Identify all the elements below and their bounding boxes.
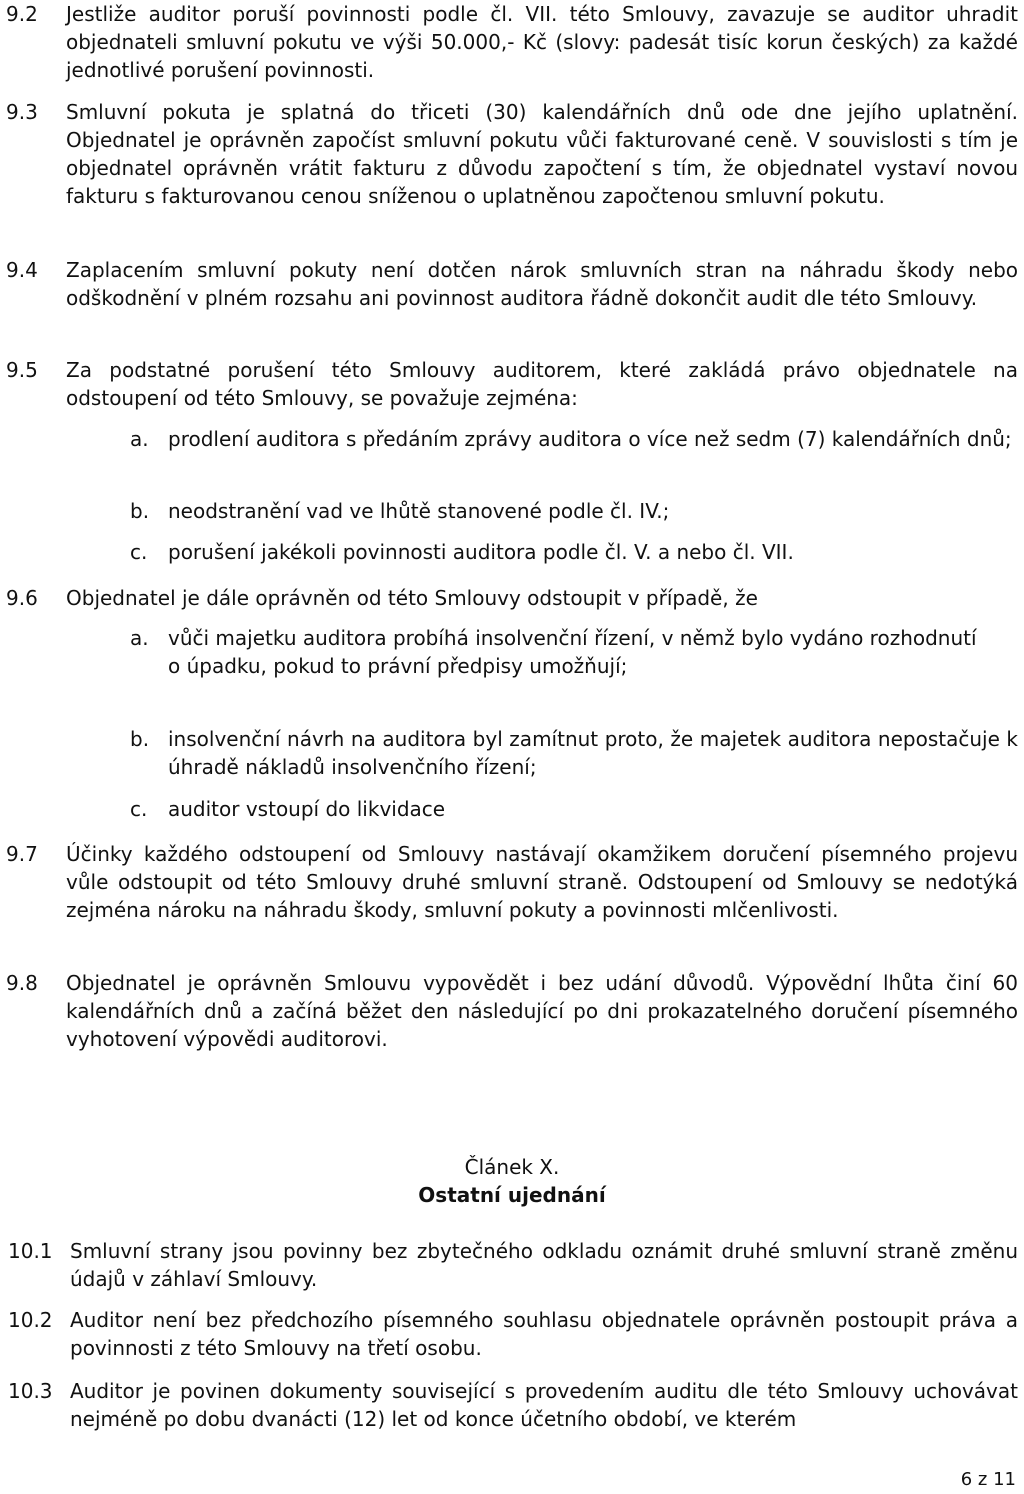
list-text: vůči majetku auditora probíhá insolvenční řízení, v němž bylo vydáno rozhodnutí bbox=[168, 626, 977, 650]
clause-text: Smluvní pokuta je splatná do třiceti (30) kalendářních dnů ode dne jejího uplatnění. Objednatel je oprávněn započíst smluvní pokutu vůči fakturované ceně. V souvislosti s tím je objednatel oprávněn vrátit fakturu z důvodu započtení s tím, že objednatel vystaví novou fakturu s fakturovanou cenou sníženou o uplatněnou započtenou smluvní pokutu. bbox=[66, 100, 1018, 208]
list-text-continuation: o úpadku, pokud to právní předpisy umožňují; bbox=[168, 654, 628, 678]
clause-number: 10.2 bbox=[8, 1308, 53, 1332]
list-letter: c. bbox=[130, 797, 148, 821]
clause-text: Objednatel je oprávněn Smlouvu vypovědět i bez udání důvodů. Výpovědní lhůta činí 60 kalendářních dnů a začíná běžet den následující po dni prokazatelného doručení písemného vyhotovení výpovědi auditorovi. bbox=[66, 971, 1018, 1051]
page-number: 6 z 11 bbox=[960, 1469, 1016, 1490]
article-heading bbox=[0, 1153, 1024, 1209]
clause-text: Účinky každého odstoupení od Smlouvy nastávají okamžikem doručení písemného projevu vůle odstoupit od této Smlouvy druhé smluvní straně. Odstoupení od Smlouvy se nedotýká zejména nároku na náhradu škody, smluvní pokuty a povinnosti mlčenlivosti. bbox=[66, 842, 1018, 922]
clause-number: 9.5 bbox=[6, 358, 38, 382]
clause-number: 9.2 bbox=[6, 2, 38, 26]
clause-text: Auditor je povinen dokumenty související s provedením auditu dle této Smlouvy uchovávat nejméně po dobu dvanácti (12) let od konce účetního období, ve kterém bbox=[70, 1379, 1018, 1431]
list-letter: b. bbox=[130, 727, 150, 751]
clause-text: Auditor není bez předchozího písemného souhlasu objednatele oprávněn postoupit práva a povinnosti z této Smlouvy na třetí osobu. bbox=[70, 1308, 1018, 1360]
list-text: auditor vstoupí do likvidace bbox=[168, 797, 446, 821]
clause-text: Smluvní strany jsou povinny bez zbytečného odkladu oznámit druhé smluvní straně změnu údajů v záhlaví Smlouvy. bbox=[70, 1239, 1018, 1291]
list-text-block bbox=[168, 624, 1018, 680]
clause-text: Jestliže auditor poruší povinnosti podle čl. VII. této Smlouvy, zavazuje se auditor uhradit objednateli smluvní pokutu ve výši 50.000,- Kč (slovy: padesát tisíc korun českých) za každé jednotlivé porušení povinnosti. bbox=[66, 2, 1018, 82]
clause-number: 9.7 bbox=[6, 842, 38, 866]
clause-number: 10.3 bbox=[8, 1379, 53, 1403]
clause-text: Za podstatné porušení této Smlouvy auditorem, které zakládá právo objednatele na odstoupení od této Smlouvy, se považuje zejména: bbox=[66, 358, 1018, 410]
clause-number: 9.4 bbox=[6, 258, 38, 282]
list-text: insolvenční návrh na auditora byl zamítnut proto, že majetek auditora nepostačuje k úhradě nákladů insolvenčního řízení; bbox=[168, 727, 1018, 779]
article-subtitle: Ostatní ujednání bbox=[418, 1183, 606, 1207]
clause-text: Zaplacením smluvní pokuty není dotčen nárok smluvních stran na náhradu škody nebo odškodnění v plném rozsahu ani povinnost auditora řádně dokončit audit dle této Smlouvy. bbox=[66, 258, 1018, 310]
list-letter: b. bbox=[130, 499, 150, 523]
clause-number: 9.6 bbox=[6, 586, 38, 610]
list-letter: a. bbox=[130, 427, 149, 451]
clause-number: 9.8 bbox=[6, 971, 38, 995]
list-letter: a. bbox=[130, 626, 149, 650]
clause-number: 9.3 bbox=[6, 100, 38, 124]
list-letter: c. bbox=[130, 540, 148, 564]
clause-text: Objednatel je dále oprávněn od této Smlouvy odstoupit v případě, že bbox=[66, 586, 758, 610]
clause-number: 10.1 bbox=[8, 1239, 53, 1263]
list-text: neodstranění vad ve lhůtě stanovené podle čl. IV.; bbox=[168, 499, 670, 523]
article-title: Článek X. bbox=[464, 1155, 560, 1179]
list-text: porušení jakékoli povinnosti auditora podle čl. V. a nebo čl. VII. bbox=[168, 540, 794, 564]
list-text: prodlení auditora s předáním zprávy auditora o více než sedm (7) kalendářních dnů; bbox=[168, 427, 1012, 451]
